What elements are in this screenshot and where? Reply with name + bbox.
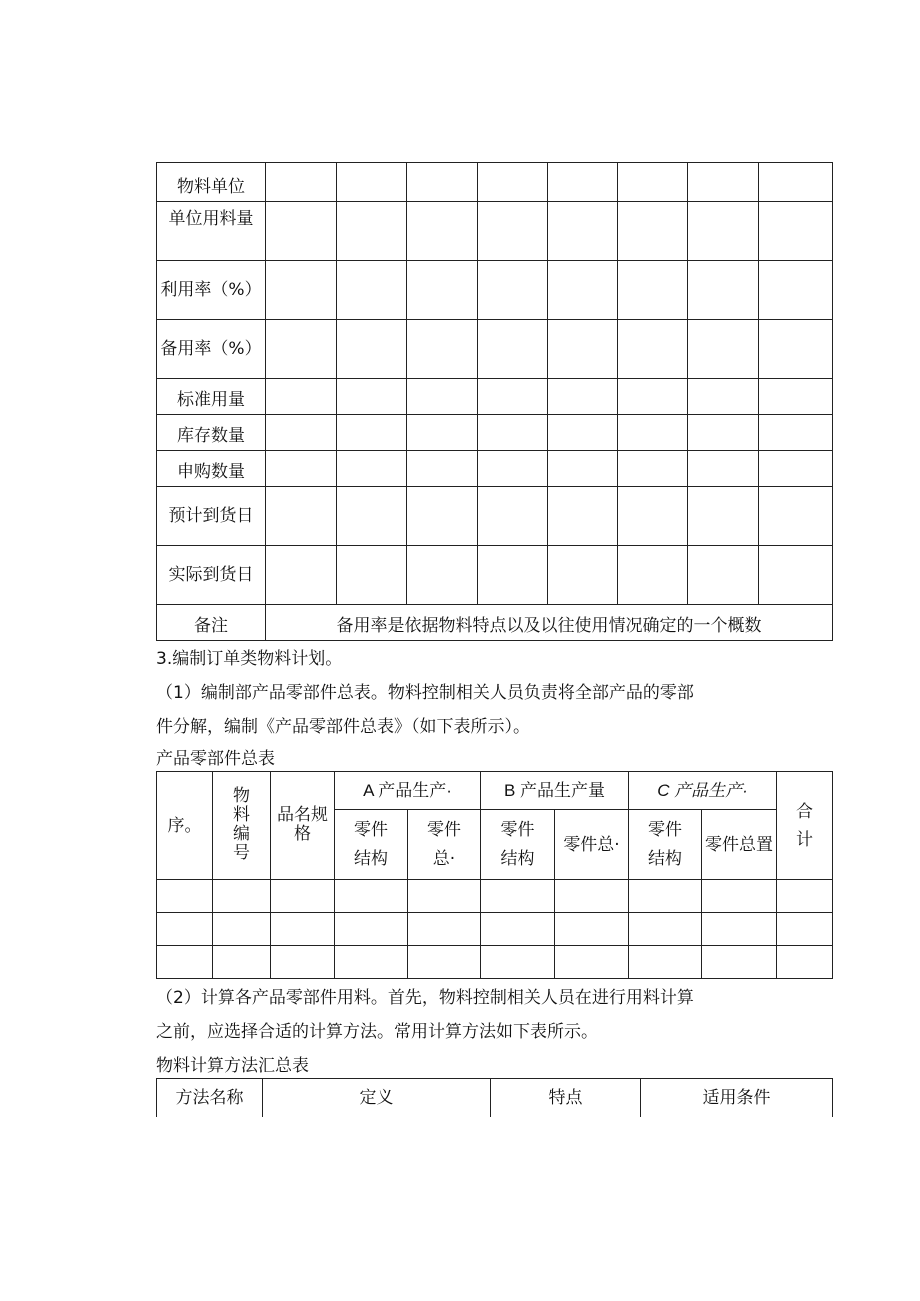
header-seq: 序。 [157, 772, 213, 880]
header-name-spec: 品名规格 [271, 772, 335, 880]
remark-text: 备用率是依据物料特点以及以往使用情况确定的一个概数 [266, 605, 833, 641]
header-group-a: A 产品生产· [335, 772, 481, 810]
header-group-b: B 产品生产量 [481, 772, 629, 810]
header-a-total: 零件总· [408, 810, 481, 880]
header-row [157, 1079, 833, 1117]
table-row [157, 202, 833, 261]
table-caption: 产品零部件总表 [156, 749, 275, 769]
table-row [157, 913, 833, 946]
table-row [157, 546, 833, 605]
header-total: 合计 [777, 772, 833, 880]
row-label: 物料单位 [157, 163, 266, 202]
row-label: 利用率（%） [157, 261, 266, 320]
header-c-structure: 零件结构 [629, 810, 702, 880]
header-definition: 定义 [263, 1079, 491, 1117]
table-row [157, 261, 833, 320]
table-row [157, 880, 833, 913]
header-method-name: 方法名称 [157, 1079, 263, 1117]
header-c-total: 零件总置 [702, 810, 777, 880]
header-group-c: C 产品生产· [629, 772, 777, 810]
row-label: 申购数量 [157, 451, 266, 487]
header-row [157, 772, 833, 810]
table-row [157, 320, 833, 379]
section-heading: 3.编制订单类物料计划。 [156, 649, 343, 669]
row-label: 预计到货日 [157, 487, 266, 546]
paragraph-line: （2）计算各产品零部件用料。首先，物料控制相关人员在进行用料计算 [156, 988, 694, 1008]
parts-summary-table [156, 771, 833, 979]
table-row [157, 487, 833, 546]
header-conditions: 适用条件 [641, 1079, 833, 1117]
row-label: 备用率（%） [157, 320, 266, 379]
header-features: 特点 [491, 1079, 641, 1117]
table-row [157, 946, 833, 979]
table-row [157, 379, 833, 415]
header-a-structure: 零件结构 [335, 810, 408, 880]
table-caption: 物料计算方法汇总表 [156, 1056, 309, 1076]
remark-label: 备注 [157, 605, 266, 641]
material-plan-table [156, 162, 833, 641]
header-b-structure: 零件结构 [481, 810, 555, 880]
row-label: 实际到货日 [157, 546, 266, 605]
table-row [157, 415, 833, 451]
remark-row [157, 605, 833, 641]
paragraph-line: 件分解，编制《产品零部件总表》（如下表所示）。 [156, 717, 530, 737]
table-row [157, 451, 833, 487]
row-label: 库存数量 [157, 415, 266, 451]
paragraph-line: （1）编制部产品零部件总表。物料控制相关人员负责将全部产品的零部 [156, 683, 694, 703]
row-label: 标准用量 [157, 379, 266, 415]
calculation-method-table [156, 1078, 833, 1117]
header-material-code: 物料编号 [213, 772, 271, 880]
table-row [157, 163, 833, 202]
row-label: 单位用料量 [157, 202, 266, 261]
paragraph-line: 之前，应选择合适的计算方法。常用计算方法如下表所示。 [156, 1022, 598, 1042]
header-b-total: 零件总· [555, 810, 629, 880]
